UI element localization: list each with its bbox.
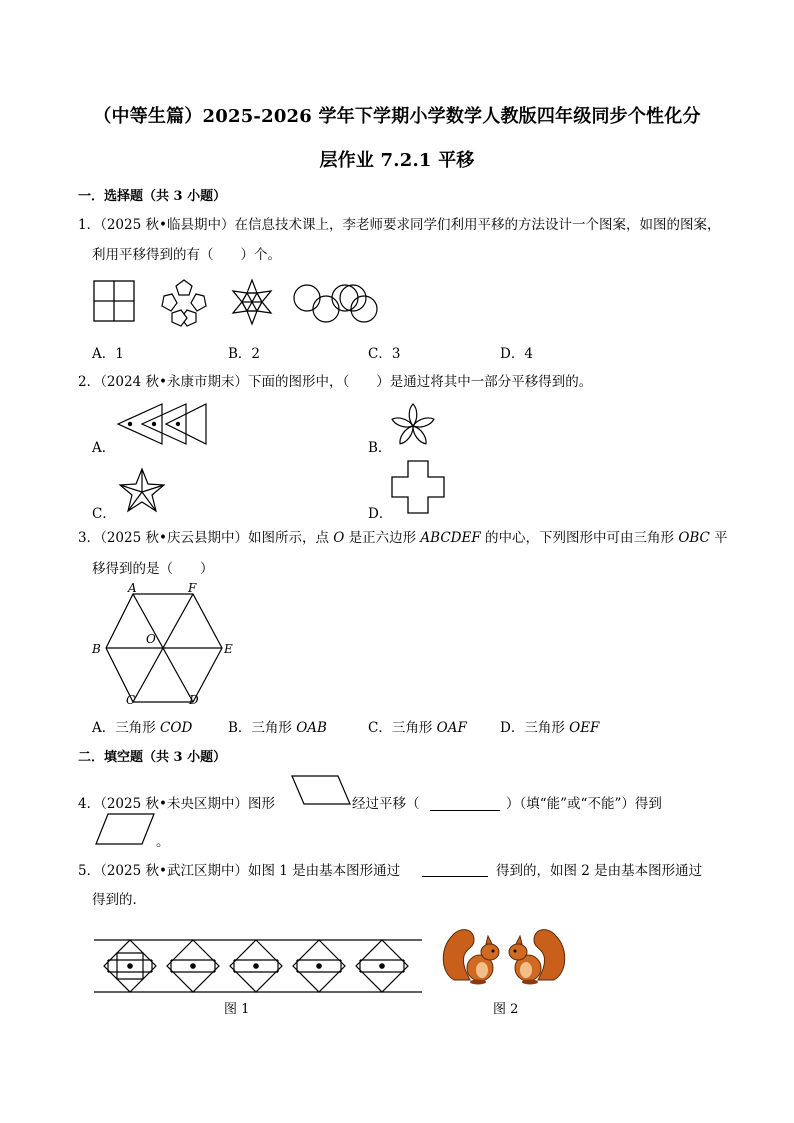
q3-option-d-prefix: D．三角形 (500, 720, 570, 736)
q3-option-c-name: OAF (436, 720, 467, 736)
q5-figure1-band (94, 934, 424, 996)
q3-option-a-name: COD (160, 720, 193, 736)
section1-heading: 一．选择题（共 3 小题） (78, 189, 227, 204)
band-unit (104, 940, 156, 992)
page-title-line1: （中等生篇）2025-2026 学年下学期小学数学人教版四年级同步个性化分 (93, 106, 701, 127)
q3-line1-a: 3．（2025 秋•庆云县期中）如图所示，点 (78, 530, 334, 546)
q4-part1: 4．（2025 秋•未央区期中）图形 (78, 796, 275, 812)
q1-option-d[interactable]: D．4 (500, 346, 533, 362)
q2-option-d[interactable]: D． (368, 506, 393, 522)
q1-option-b[interactable]: B．2 (228, 346, 261, 362)
q3-option-d[interactable] (500, 716, 599, 736)
section2-heading: 二．填空题（共 3 小题） (78, 750, 227, 765)
q1-star-figure (233, 280, 271, 324)
squirrel-right-icon (509, 930, 565, 985)
squirrel-left-icon (443, 930, 499, 985)
q1-pentagon-figure (162, 280, 206, 326)
q1-square-grid-figure (94, 281, 134, 321)
q3-option-c[interactable] (368, 716, 467, 736)
q4-parallelogram-1 (290, 774, 352, 806)
q3-option-a[interactable] (92, 716, 192, 736)
hex-label-f: F (188, 582, 197, 595)
hex-label-o: O (146, 632, 156, 646)
q1-rings-figure (294, 285, 377, 322)
hex-label-e: E (224, 642, 233, 656)
q2-line1: 2．（2024 秋•永康市期末）下面的图形中，（ ）是通过将其中一部分平移得到的。 (78, 374, 593, 390)
q3-line1-d: 平 (709, 530, 728, 546)
hex-label-b: B (92, 642, 101, 656)
q5-figure2-squirrels (438, 920, 570, 986)
q3-triangle-name: OBC (678, 530, 710, 546)
q5-part1: 5．（2025 秋•武江区期中）如图 1 是由基本图形通过 (78, 863, 401, 879)
q3-line2: 移得到的是（ ） (92, 561, 214, 577)
q3-option-b-name: OAB (296, 720, 327, 736)
q2-option-c[interactable]: C． (92, 506, 116, 522)
q1-line1: 1．（2025 秋•临县期中）在信息技术课上，李老师要求同学们利用平移的方法设计一个图案，如图的图案， (78, 217, 721, 233)
q2-figure-a (116, 402, 208, 448)
q4-part2: 经过平移（ (352, 796, 420, 812)
q3-hexagon-name: ABCDEF (420, 530, 481, 546)
q1-figures (92, 278, 382, 328)
q3-point-o: O (333, 530, 345, 546)
q3-option-b[interactable] (228, 716, 327, 736)
q3-option-a-prefix: A．三角形 (92, 720, 161, 736)
page-title-line2: 层作业 7.2.1 平移 (319, 150, 475, 171)
q5-figure2-caption: 图 2 (493, 1002, 519, 1017)
q3-option-c-prefix: C．三角形 (368, 720, 437, 736)
q1-option-a[interactable]: A．1 (92, 346, 124, 362)
q5-part2: 得到的，如图 2 是由基本图形通过 (496, 863, 703, 879)
q2-option-b[interactable]: B． (368, 440, 392, 456)
q2-figure-b-flower (388, 402, 438, 448)
q1-line2: 利用平移得到的有（ ）个。 (92, 247, 281, 263)
q3-hexagon-figure (88, 582, 238, 710)
q1-option-c[interactable]: C．3 (368, 346, 401, 362)
q2-figure-c-star (116, 466, 168, 516)
q3-option-b-prefix: B．三角形 (228, 720, 297, 736)
q5-figure1-caption: 图 1 (224, 1002, 250, 1017)
q4-part3: ）（填“能”或“不能”）得到 (506, 796, 662, 812)
q3-line1-b: 是正六边形 (344, 530, 421, 546)
q5-line2: 得到的． (92, 892, 146, 908)
hex-label-a: A (128, 582, 137, 595)
q5-answer-blank-1[interactable] (422, 862, 488, 877)
q3-line1 (78, 528, 728, 548)
q4-part4: 。 (156, 834, 170, 850)
q4-parallelogram-2 (94, 812, 156, 846)
q3-option-d-name: OEF (569, 720, 600, 736)
q4-answer-blank[interactable] (430, 796, 500, 811)
hex-label-c: C (126, 693, 136, 707)
q3-line1-c: 的中心，下列图形中可由三角形 (480, 530, 679, 546)
hex-label-d: D (189, 693, 199, 707)
q2-option-a[interactable]: A． (92, 440, 116, 456)
q2-figure-d-cross (390, 459, 448, 517)
